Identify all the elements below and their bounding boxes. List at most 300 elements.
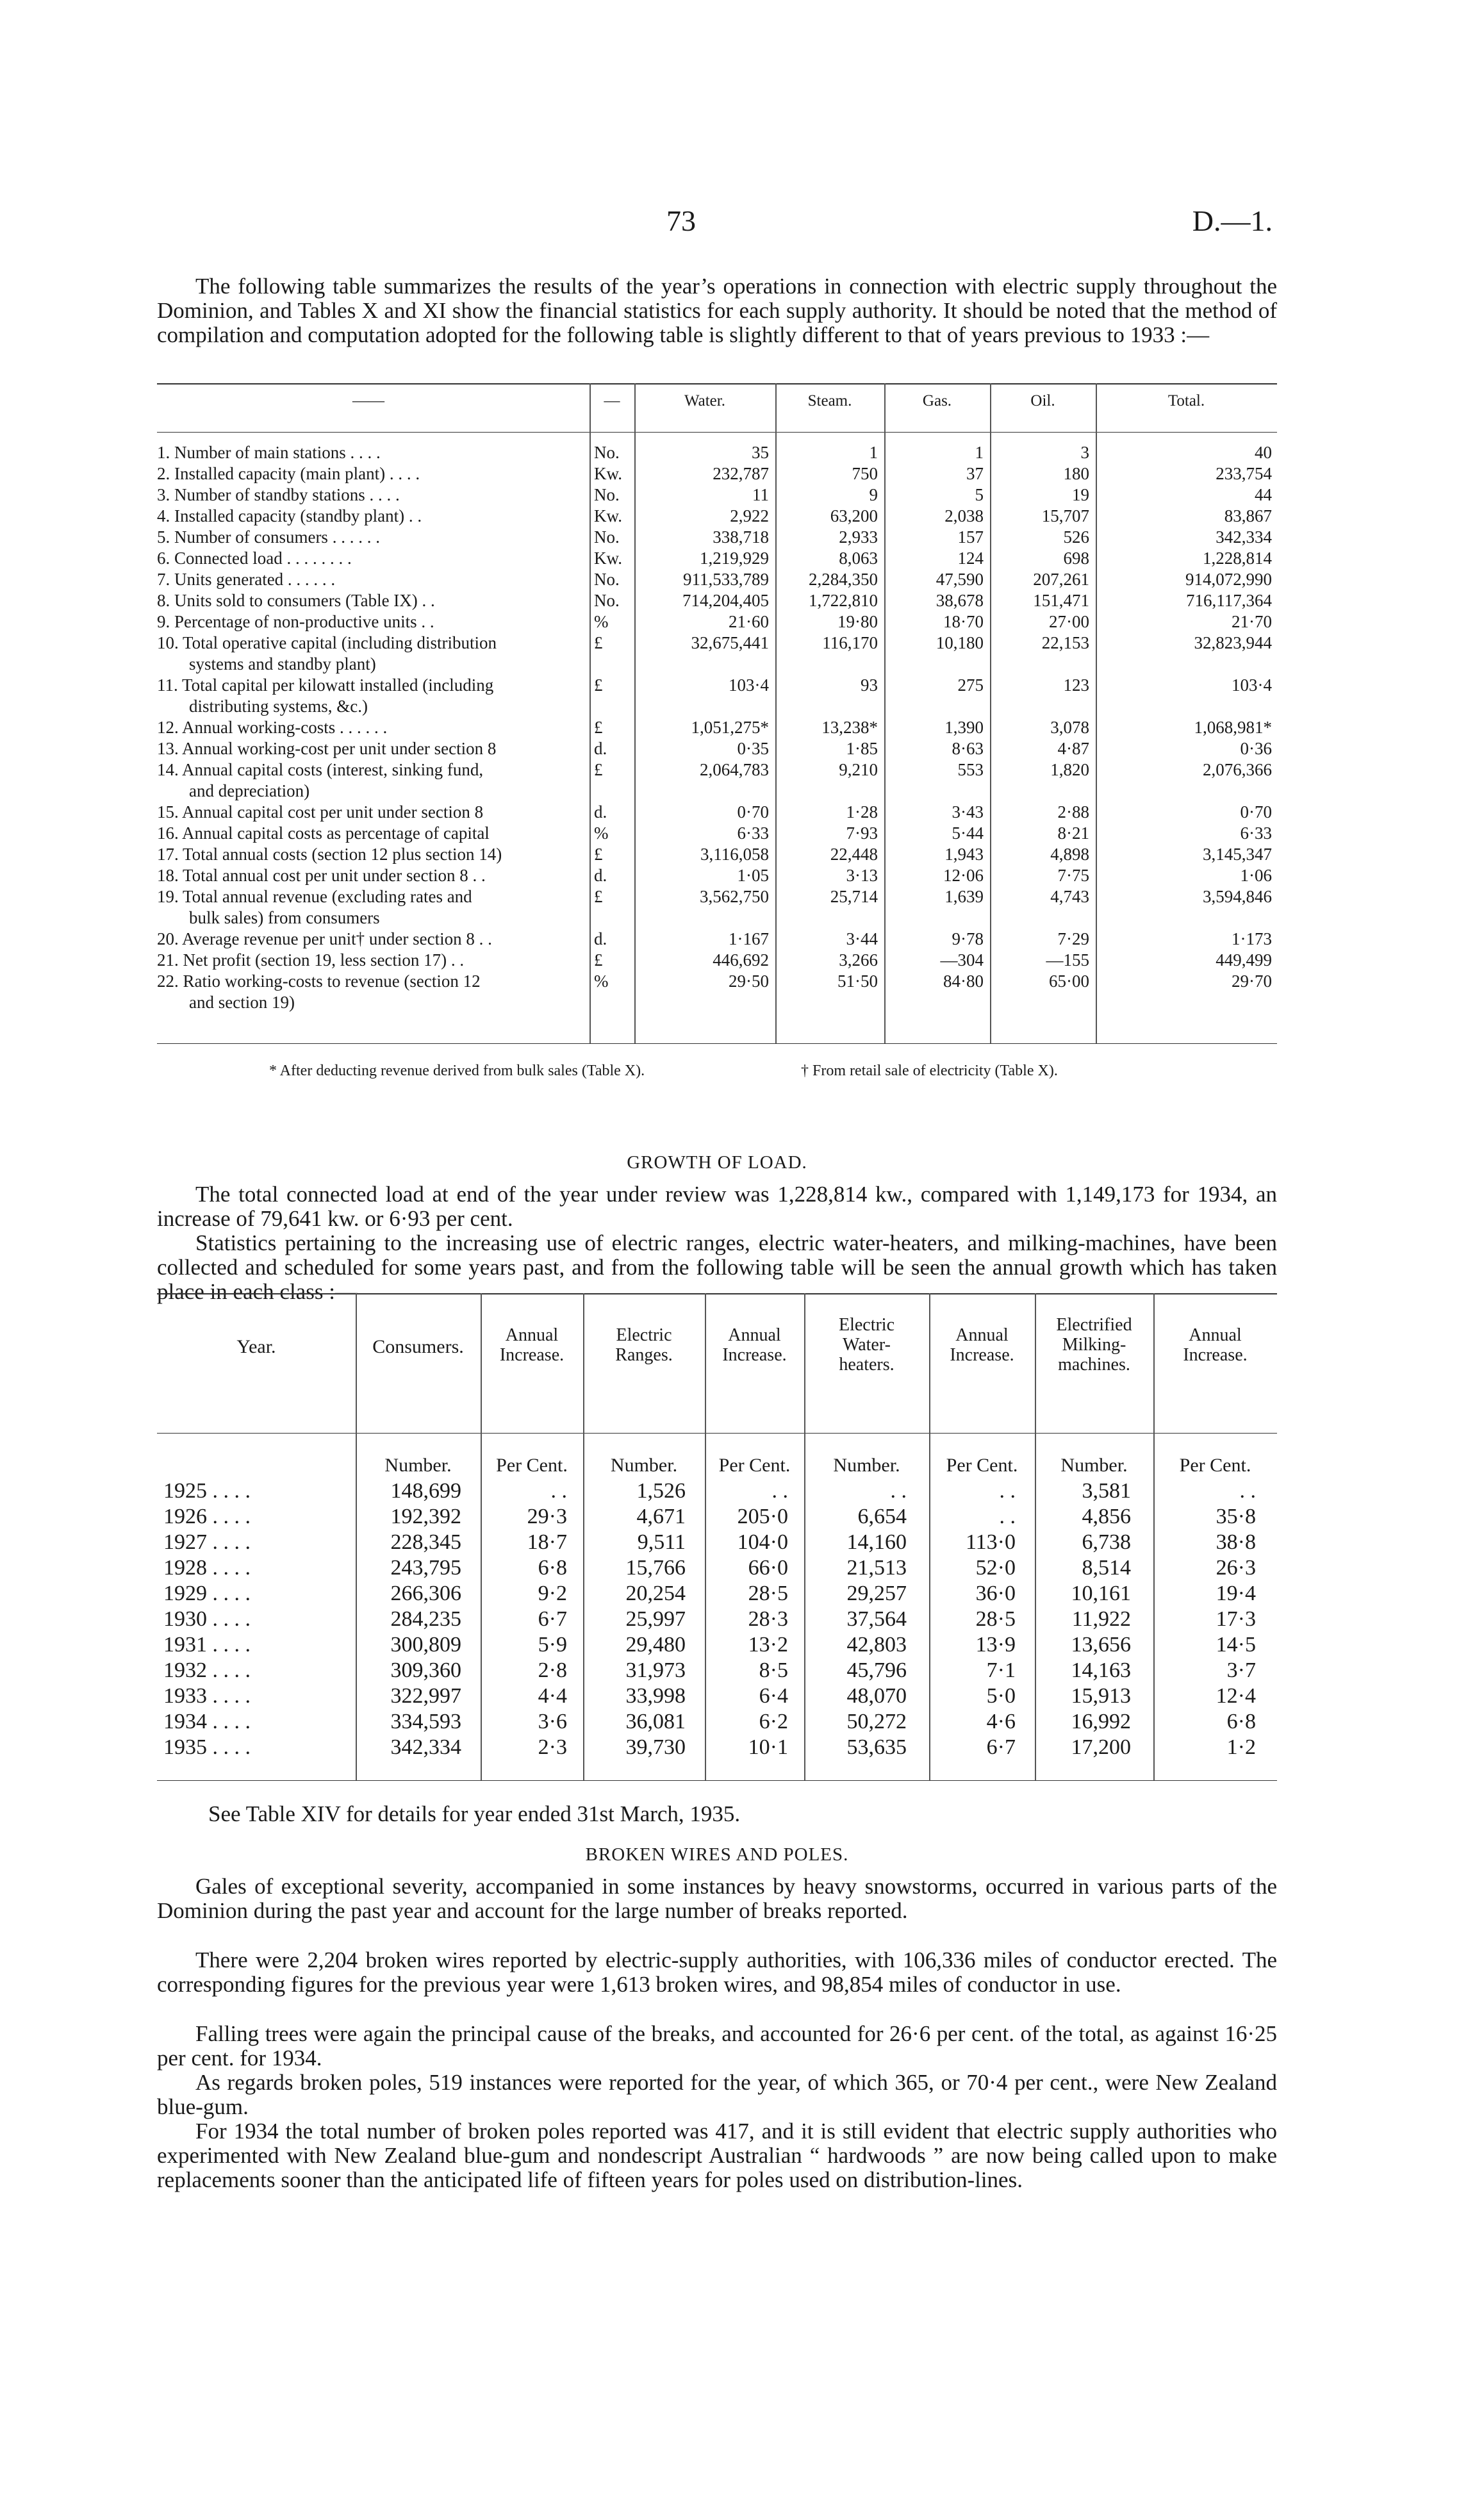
cell-milking: 6,738: [1082, 1530, 1131, 1554]
row-label: 20. Average revenue per unit† under section 8 . .: [157, 929, 492, 948]
table-row: [157, 886, 1277, 907]
year-cell: 1932 . . . .: [163, 1658, 251, 1682]
row-label: 17. Total annual costs (section 12 plus section 14): [157, 845, 502, 864]
cell-total: 449,499: [1216, 950, 1272, 970]
cell-inc3: 36·0: [975, 1582, 1016, 1605]
cell-water: 0·35: [737, 739, 769, 758]
cell-steam: 8,063: [839, 549, 878, 568]
see-table-note: See Table XIV for details for year ended 31st March, 1935.: [208, 1801, 741, 1826]
cell-milking: 14,163: [1071, 1658, 1131, 1682]
row-unit: £: [594, 633, 603, 652]
cell-inc2: 13·2: [748, 1633, 788, 1657]
cell-water: 911,533,789: [683, 570, 769, 589]
header-blank: ——: [352, 392, 384, 409]
cell-inc1: 6·8: [538, 1556, 567, 1580]
cell-water: 0·70: [737, 802, 769, 822]
cell-steam: 22,448: [830, 845, 878, 864]
cell-water: 103·4: [729, 675, 769, 695]
cell-gas: 47,590: [936, 570, 984, 589]
table-row: [157, 1607, 1277, 1632]
row-label: 6. Connected load . . . . . . . .: [157, 549, 352, 568]
row-unit: %: [594, 612, 609, 631]
cell-oil: 8·21: [1057, 823, 1089, 843]
header-water: Water.: [684, 392, 725, 409]
cell-ranges: 20,254: [625, 1582, 686, 1605]
cell-inc1: 2·8: [538, 1658, 567, 1682]
growth-paragraph-1: The total connected load at end of the year under review was 1,228,814 kw., compared with 1,149,173 for 1934, an increase of 79,641 kw. or 6·93 per cent.: [157, 1182, 1277, 1231]
unit-label: Per Cent.: [718, 1455, 791, 1476]
cell-total: 83,867: [1224, 506, 1272, 525]
cell-inc3: 4·6: [986, 1710, 1016, 1733]
year-cell: 1926 . . . .: [163, 1505, 251, 1528]
cell-inc2: 205·0: [737, 1505, 788, 1528]
cell-water: 2,064,783: [700, 760, 769, 779]
year-cell: 1929 . . . .: [163, 1582, 251, 1605]
intro-paragraph: The following table summarizes the results of the year’s operations in connection with electric supply throughout the Dominion, and Tables X and XI show the financial statistics for each supply authority. It should be noted that the method of compilation and computation adopted for the following table is slightly different to that of years previous to 1933 :—: [157, 274, 1277, 347]
cell-gas: 1: [975, 443, 984, 462]
unit-label: Number.: [384, 1455, 452, 1476]
cell-water: 3,116,058: [700, 845, 769, 864]
cell-inc4: 3·7: [1226, 1658, 1256, 1682]
cell-oil: 7·75: [1057, 866, 1089, 885]
year-cell: 1935 . . . .: [163, 1735, 251, 1759]
table-row: [157, 950, 1277, 970]
cell-milking: 3,581: [1082, 1479, 1131, 1503]
row-unit: Kw.: [594, 506, 622, 525]
table-row: [157, 717, 1277, 738]
table-row: [157, 738, 1277, 759]
cell-ranges: 25,997: [625, 1607, 686, 1631]
cell-inc4: 17·3: [1216, 1607, 1256, 1631]
cell-consumers: 284,235: [390, 1607, 461, 1631]
cell-inc4: 1·2: [1226, 1735, 1256, 1759]
cell-heaters: . .: [890, 1479, 907, 1503]
cell-inc2: 66·0: [748, 1556, 788, 1580]
table-row: [157, 1530, 1277, 1555]
cell-steam: 13,238*: [821, 718, 878, 737]
cell-total: 29·70: [1232, 971, 1272, 991]
cell-water: 35: [752, 443, 769, 462]
table-row-continuation: [157, 907, 1277, 928]
cell-total: 40: [1255, 443, 1272, 462]
cell-inc1: 4·4: [538, 1684, 567, 1708]
header-increase-milking: Annual Increase.: [1183, 1325, 1248, 1365]
header-unit: —: [604, 392, 620, 409]
cell-inc3: . .: [999, 1479, 1016, 1503]
cell-total: 3,594,846: [1203, 887, 1272, 906]
cell-steam: 1·28: [846, 802, 878, 822]
cell-heaters: 48,070: [846, 1684, 907, 1708]
cell-consumers: 322,997: [390, 1684, 461, 1708]
footnote-bulk-sales: * After deducting revenue derived from bulk sales (Table X).: [269, 1062, 645, 1079]
cell-milking: 16,992: [1071, 1710, 1131, 1733]
row-label: 11. Total capital per kilowatt installed (including: [157, 675, 494, 695]
header-electric-ranges: Electric Ranges.: [615, 1325, 673, 1365]
cell-total: 103·4: [1232, 675, 1272, 695]
cell-inc2: 28·5: [748, 1582, 788, 1605]
cell-heaters: 45,796: [846, 1658, 907, 1682]
cell-oil: 19: [1072, 485, 1089, 504]
cell-steam: 1: [869, 443, 878, 462]
cell-total: 2,076,366: [1203, 760, 1272, 779]
cell-inc3: 28·5: [975, 1607, 1016, 1631]
cell-total: 6·33: [1240, 823, 1272, 843]
cell-total: 32,823,944: [1194, 633, 1272, 652]
table-row: [157, 1582, 1277, 1606]
cell-inc4: 38·8: [1216, 1530, 1256, 1554]
cell-inc2: 8·5: [759, 1658, 788, 1682]
cell-milking: 11,922: [1071, 1607, 1131, 1631]
row-unit: No.: [594, 570, 620, 589]
row-unit: %: [594, 823, 609, 843]
cell-gas: 18·70: [943, 612, 984, 631]
row-label: 2. Installed capacity (main plant) . . . .: [157, 464, 420, 483]
broken-paragraph-5: For 1934 the total number of broken poles reported was 417, and it is still evident that electric supply authorities who experimented with New Zealand blue-gum and nondescript Australian “ hardwoods ” are now being called upon to make replacements sooner than the anticipated life of fifteen years for poles used on distribution-lines.: [157, 2119, 1277, 2192]
cell-total: 1·06: [1240, 866, 1272, 885]
cell-water: 32,675,441: [691, 633, 769, 652]
table-row: [157, 1633, 1277, 1657]
cell-total: 716,117,364: [1186, 591, 1272, 610]
cell-gas: 5: [975, 485, 984, 504]
cell-total: 1,068,981*: [1194, 718, 1272, 737]
cell-inc1: 6·7: [538, 1607, 567, 1631]
cell-inc2: 10·1: [748, 1735, 788, 1759]
cell-water: 6·33: [737, 823, 769, 843]
table-row: [157, 632, 1277, 653]
cell-total: 0·70: [1240, 802, 1272, 822]
cell-gas: 12·06: [943, 866, 984, 885]
cell-oil: 27·00: [1049, 612, 1089, 631]
row-unit: £: [594, 950, 603, 970]
table-row-continuation: [157, 696, 1277, 716]
row-unit: Kw.: [594, 464, 622, 483]
table-row: [157, 1479, 1277, 1503]
row-unit: d.: [594, 802, 607, 822]
cell-inc3: 52·0: [975, 1556, 1016, 1580]
cell-water: 3,562,750: [700, 887, 769, 906]
row-unit: No.: [594, 485, 620, 504]
cell-ranges: 36,081: [625, 1710, 686, 1733]
cell-oil: 4,743: [1050, 887, 1089, 906]
cell-steam: 9: [869, 485, 878, 504]
row-label: 4. Installed capacity (standby plant) . .: [157, 506, 422, 525]
cell-water: 1,051,275*: [691, 718, 769, 737]
cell-oil: 3: [1080, 443, 1089, 462]
table-row: [157, 675, 1277, 695]
growth-heading: GROWTH OF LOAD.: [627, 1152, 807, 1173]
unit-label: Per Cent.: [496, 1455, 568, 1476]
cell-heaters: 14,160: [846, 1530, 907, 1554]
cell-inc4: 6·8: [1226, 1710, 1256, 1733]
cell-steam: 2,933: [839, 527, 878, 547]
cell-oil: 151,471: [1033, 591, 1089, 610]
cell-inc3: 5·0: [986, 1684, 1016, 1708]
cell-milking: 10,161: [1071, 1582, 1131, 1605]
unit-label: Number.: [1060, 1455, 1128, 1476]
unit-label: Per Cent.: [946, 1455, 1018, 1476]
cell-gas: 84·80: [943, 971, 984, 991]
cell-heaters: 42,803: [846, 1633, 907, 1657]
cell-milking: 4,856: [1082, 1505, 1131, 1528]
cell-inc4: 14·5: [1216, 1633, 1256, 1657]
header-increase-consumers: Annual Increase.: [499, 1325, 565, 1365]
cell-inc3: 13·9: [975, 1633, 1016, 1657]
cell-water: 232,787: [713, 464, 769, 483]
row-unit: £: [594, 887, 603, 906]
cell-oil: 526: [1063, 527, 1089, 547]
cell-consumers: 300,809: [390, 1633, 461, 1657]
cell-gas: 8·63: [952, 739, 984, 758]
cell-consumers: 309,360: [390, 1658, 461, 1682]
footnote-retail-sale: † From retail sale of electricity (Table X).: [801, 1062, 1058, 1079]
row-label: 14. Annual capital costs (interest, sinking fund,: [157, 760, 484, 779]
cell-steam: 9,210: [839, 760, 878, 779]
cell-inc1: 3·6: [538, 1710, 567, 1733]
row-unit: No.: [594, 527, 620, 547]
table-row: [157, 865, 1277, 886]
unit-label: Number.: [610, 1455, 678, 1476]
cell-inc4: 12·4: [1216, 1684, 1256, 1708]
cell-gas: 10,180: [936, 633, 984, 652]
row-label-continuation: and depreciation): [189, 781, 310, 800]
cell-total: 914,072,990: [1185, 570, 1272, 589]
cell-inc1: 5·9: [538, 1633, 567, 1657]
table-row: [157, 1710, 1277, 1734]
row-unit: d.: [594, 866, 607, 885]
row-unit: Kw.: [594, 549, 622, 568]
year-cell: 1933 . . . .: [163, 1684, 251, 1708]
cell-total: 21·70: [1232, 612, 1272, 631]
cell-water: 338,718: [713, 527, 769, 547]
header-year: Year.: [236, 1336, 276, 1357]
cell-consumers: 228,345: [390, 1530, 461, 1554]
header-gas: Gas.: [922, 392, 952, 409]
cell-ranges: 29,480: [625, 1633, 686, 1657]
cell-inc1: . .: [550, 1479, 567, 1503]
table-row: [157, 484, 1277, 505]
table-row: [157, 823, 1277, 843]
cell-gas: 124: [957, 549, 984, 568]
cell-water: 714,204,405: [682, 591, 769, 610]
cell-steam: 1·85: [846, 739, 878, 758]
cell-heaters: 53,635: [846, 1735, 907, 1759]
table-row: [157, 759, 1277, 780]
cell-ranges: 31,973: [625, 1658, 686, 1682]
cell-steam: 25,714: [830, 887, 878, 906]
row-unit: £: [594, 718, 603, 737]
year-cell: 1930 . . . .: [163, 1607, 251, 1631]
cell-steam: 116,170: [822, 633, 878, 652]
header-total: Total.: [1167, 392, 1205, 409]
row-label: 16. Annual capital costs as percentage of capital: [157, 823, 490, 843]
header-water-heaters: Electric Water- heaters.: [838, 1315, 895, 1375]
cell-inc3: . .: [999, 1505, 1016, 1528]
cell-consumers: 148,699: [390, 1479, 461, 1503]
cell-inc2: 6·2: [759, 1710, 788, 1733]
cell-milking: 17,200: [1071, 1735, 1131, 1759]
cell-steam: 63,200: [830, 506, 878, 525]
cell-steam: 51·50: [837, 971, 878, 991]
year-cell: 1925 . . . .: [163, 1479, 251, 1503]
cell-ranges: 39,730: [625, 1735, 686, 1759]
header-milking-machines: Electrified Milking- machines.: [1056, 1315, 1132, 1375]
row-label: 3. Number of standby stations . . . .: [157, 485, 400, 504]
cell-ranges: 1,526: [636, 1479, 686, 1503]
growth-table: [157, 1293, 1277, 1783]
cell-inc1: 2·3: [538, 1735, 567, 1759]
cell-inc1: 9·2: [538, 1582, 567, 1605]
cell-consumers: 342,334: [390, 1735, 461, 1759]
cell-consumers: 266,306: [390, 1582, 461, 1605]
table-row: [157, 1684, 1277, 1708]
row-unit: £: [594, 760, 603, 779]
cell-consumers: 192,392: [390, 1505, 461, 1528]
cell-inc3: 7·1: [986, 1658, 1016, 1682]
table-row: [157, 802, 1277, 822]
cell-consumers: 334,593: [390, 1710, 461, 1733]
cell-oil: 4·87: [1057, 739, 1089, 758]
cell-steam: 750: [852, 464, 878, 483]
row-label: 7. Units generated . . . . . .: [157, 570, 336, 589]
cell-ranges: 4,671: [636, 1505, 686, 1528]
cell-water: 446,692: [713, 950, 769, 970]
unit-label: Number.: [833, 1455, 900, 1476]
cell-gas: 3·43: [952, 802, 984, 822]
table-row: [157, 844, 1277, 864]
cell-oil: 2·88: [1057, 802, 1089, 822]
cell-water: 11: [752, 485, 769, 504]
table-row: [157, 611, 1277, 632]
row-label: 13. Annual working-cost per unit under section 8: [157, 739, 497, 758]
cell-ranges: 33,998: [625, 1684, 686, 1708]
row-label-continuation: and section 19): [189, 993, 295, 1012]
cell-steam: 93: [861, 675, 878, 695]
cell-inc2: 104·0: [737, 1530, 788, 1554]
cell-inc2: 6·4: [759, 1684, 788, 1708]
year-cell: 1931 . . . .: [163, 1633, 251, 1657]
year-cell: 1927 . . . .: [163, 1530, 251, 1554]
cell-oil: 3,078: [1050, 718, 1089, 737]
table-row: [157, 569, 1277, 590]
row-label: 10. Total operative capital (including distribution: [157, 633, 497, 652]
cell-oil: 15,707: [1041, 506, 1089, 525]
cell-total: 1·173: [1232, 929, 1272, 948]
unit-label: Per Cent.: [1179, 1455, 1251, 1476]
cell-gas: 1,943: [944, 845, 984, 864]
cell-total: 233,754: [1216, 464, 1272, 483]
cell-gas: —304: [940, 950, 984, 970]
table-row: [157, 442, 1277, 463]
cell-steam: 3·44: [846, 929, 878, 948]
cell-oil: 65·00: [1049, 971, 1089, 991]
row-label: 21. Net profit (section 19, less section 17) . .: [157, 950, 465, 970]
cell-water: 21·60: [729, 612, 769, 631]
table-row-continuation: [157, 654, 1277, 674]
cell-steam: 3·13: [846, 866, 878, 885]
cell-inc4: . .: [1239, 1479, 1256, 1503]
table-row: [157, 1658, 1277, 1683]
cell-oil: 207,261: [1033, 570, 1089, 589]
row-unit: d.: [594, 739, 607, 758]
table-row: [157, 590, 1277, 611]
cell-water: 2,922: [730, 506, 769, 525]
cell-inc4: 35·8: [1216, 1505, 1256, 1528]
row-label: 8. Units sold to consumers (Table IX) . .: [157, 591, 435, 610]
cell-total: 1,228,814: [1203, 549, 1272, 568]
header-oil: Oil.: [1030, 392, 1055, 409]
cell-gas: 38,678: [936, 591, 984, 610]
cell-inc3: 113·0: [965, 1530, 1016, 1554]
row-label: 5. Number of consumers . . . . . .: [157, 527, 380, 547]
cell-steam: 19·80: [837, 612, 878, 631]
cell-water: 1·167: [729, 929, 769, 948]
row-unit: No.: [594, 591, 620, 610]
page-number: 73: [666, 204, 696, 237]
broken-heading: BROKEN WIRES AND POLES.: [585, 1844, 849, 1865]
row-unit: d.: [594, 929, 607, 948]
cell-oil: 1,820: [1050, 760, 1089, 779]
broken-paragraph-3: Falling trees were again the principal cause of the breaks, and accounted for 26·6 per cent. of the total, as against 16·25 per cent. for 1934.: [157, 2021, 1277, 2071]
row-label-continuation: systems and standby plant): [189, 654, 376, 674]
growth-paragraph-2: Statistics pertaining to the increasing use of electric ranges, electric water-heaters, and milking-machines, have been collected and scheduled for some years past, and from the following table will be seen the annual growth which has taken place in each class :—: [157, 1230, 1277, 1304]
cell-ranges: 15,766: [625, 1556, 686, 1580]
units-row: [157, 1455, 1277, 1479]
cell-oil: —155: [1046, 950, 1089, 970]
broken-paragraph-4: As regards broken poles, 519 instances were reported for the year, of which 365, or 70·4 per cent., were New Zealand blue-gum.: [157, 2070, 1277, 2119]
cell-steam: 1,722,810: [809, 591, 878, 610]
cell-total: 342,334: [1216, 527, 1272, 547]
cell-consumers: 243,795: [390, 1556, 461, 1580]
cell-water: 1·05: [737, 866, 769, 885]
cell-total: 0·36: [1240, 739, 1272, 758]
cell-gas: 1,639: [944, 887, 984, 906]
cell-gas: 9·78: [952, 929, 984, 948]
cell-heaters: 37,564: [846, 1607, 907, 1631]
row-label-continuation: bulk sales) from consumers: [189, 908, 380, 927]
cell-gas: 1,390: [944, 718, 984, 737]
cell-gas: 553: [957, 760, 984, 779]
summary-table: [157, 383, 1277, 1053]
cell-water: 29·50: [729, 971, 769, 991]
cell-gas: 275: [957, 675, 984, 695]
broken-paragraph-2: There were 2,204 broken wires reported by electric-supply authorities, with 106,336 miles of conductor erected. The corresponding figures for the previous year were 1,613 broken wires, and 98,854 miles of conductor in use.: [157, 1947, 1277, 1997]
cell-gas: 37: [966, 464, 984, 483]
table-row: [157, 506, 1277, 526]
cell-oil: 22,153: [1041, 633, 1089, 652]
cell-oil: 123: [1063, 675, 1089, 695]
table-row-continuation: [157, 781, 1277, 801]
cell-inc4: 26·3: [1216, 1556, 1256, 1580]
year-cell: 1934 . . . .: [163, 1710, 251, 1733]
table-row: [157, 548, 1277, 568]
cell-inc3: 6·7: [986, 1735, 1016, 1759]
cell-oil: 7·29: [1057, 929, 1089, 948]
cell-milking: 13,656: [1071, 1633, 1131, 1657]
row-label-continuation: distributing systems, &c.): [189, 697, 368, 716]
cell-inc2: . .: [771, 1479, 788, 1503]
table-row: [157, 1556, 1277, 1580]
cell-heaters: 21,513: [846, 1556, 907, 1580]
cell-inc1: 18·7: [527, 1530, 567, 1554]
row-label: 22. Ratio working-costs to revenue (section 12: [157, 971, 481, 991]
cell-gas: 2,038: [944, 506, 984, 525]
cell-heaters: 50,272: [846, 1710, 907, 1733]
row-label: 18. Total annual cost per unit under section 8 . .: [157, 866, 486, 885]
cell-total: 3,145,347: [1203, 845, 1272, 864]
cell-steam: 2,284,350: [809, 570, 878, 589]
row-label: 19. Total annual revenue (excluding rates and: [157, 887, 472, 906]
cell-water: 1,219,929: [700, 549, 769, 568]
